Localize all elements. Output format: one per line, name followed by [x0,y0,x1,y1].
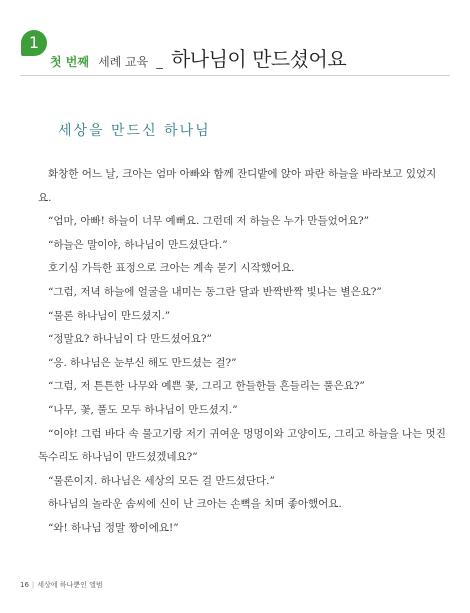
footer-separator: | [31,581,35,589]
story-line: 하나님의 놀라운 솜씨에 신이 난 크아는 손뼉을 치며 좋아했어요. [48,498,342,511]
section-heading: 세상을 만드신 하나님 [58,123,211,139]
story-line: “물론이지. 하나님은 세상의 모든 걸 만드셨단다.” [48,474,275,487]
story-line: “그럼, 저 튼튼한 나무와 예쁜 꽃, 그리고 한들한들 흔들리는 풀은요?” [48,380,365,393]
page-footer [20,580,103,590]
story-line: “그럼, 저녁 하늘에 얼굴을 내미는 동그란 달과 반짝반짝 빛나는 별은요?” [48,285,382,298]
chapter-series: 세례 교육 [98,55,149,69]
story-body [38,163,448,541]
story-line: “엄마, 아빠! 하늘이 너무 예뻐요. 그런데 저 하늘은 누가 만들었어요?” [48,215,370,228]
chapter-title: 하나님이 만드셨어요 [170,47,347,71]
title-separator: _ [156,55,163,70]
chapter-number-badge: 1 [21,30,47,56]
story-line: “와! 하나님 정말 짱이에요!” [48,521,179,534]
chapter-title-row [50,48,346,74]
story-line: 호기심 가득한 표정으로 크아는 계속 묻기 시작했어요. [48,262,295,275]
story-opening: 화창한 어느 날, 크아는 엄마 아빠와 함께 잔디밭에 앉아 파란 하늘을 바라보고 있었지요. [38,168,437,204]
story-line: “응. 하나님은 눈부신 해도 만드셨는 걸?” [48,356,237,369]
story-line: “물론 하나님이 만드셨지.” [48,309,171,322]
story-line: “정말요? 하나님이 다 만드셨어요?” [48,333,212,346]
story-line: “이야! 그럼 바다 속 물고기랑 저기 귀여운 멍멍이와 고양이도, 그리고 하늘을 나는 멋진 독수리도 하나님이 만드셨겠네요?” [38,427,446,464]
chapter-kicker: 첫 번째 [50,55,89,69]
title-divider [20,75,450,76]
page-number: 16 [20,581,29,589]
story-line: “나무, 꽃, 풀도 모두 하나님이 만드셨지.” [48,403,238,416]
book-title: 세상에 하나뿐인 앨범 [37,581,103,589]
story-line: “하늘은 말이야, 하나님이 만드셨단다.” [48,238,228,251]
